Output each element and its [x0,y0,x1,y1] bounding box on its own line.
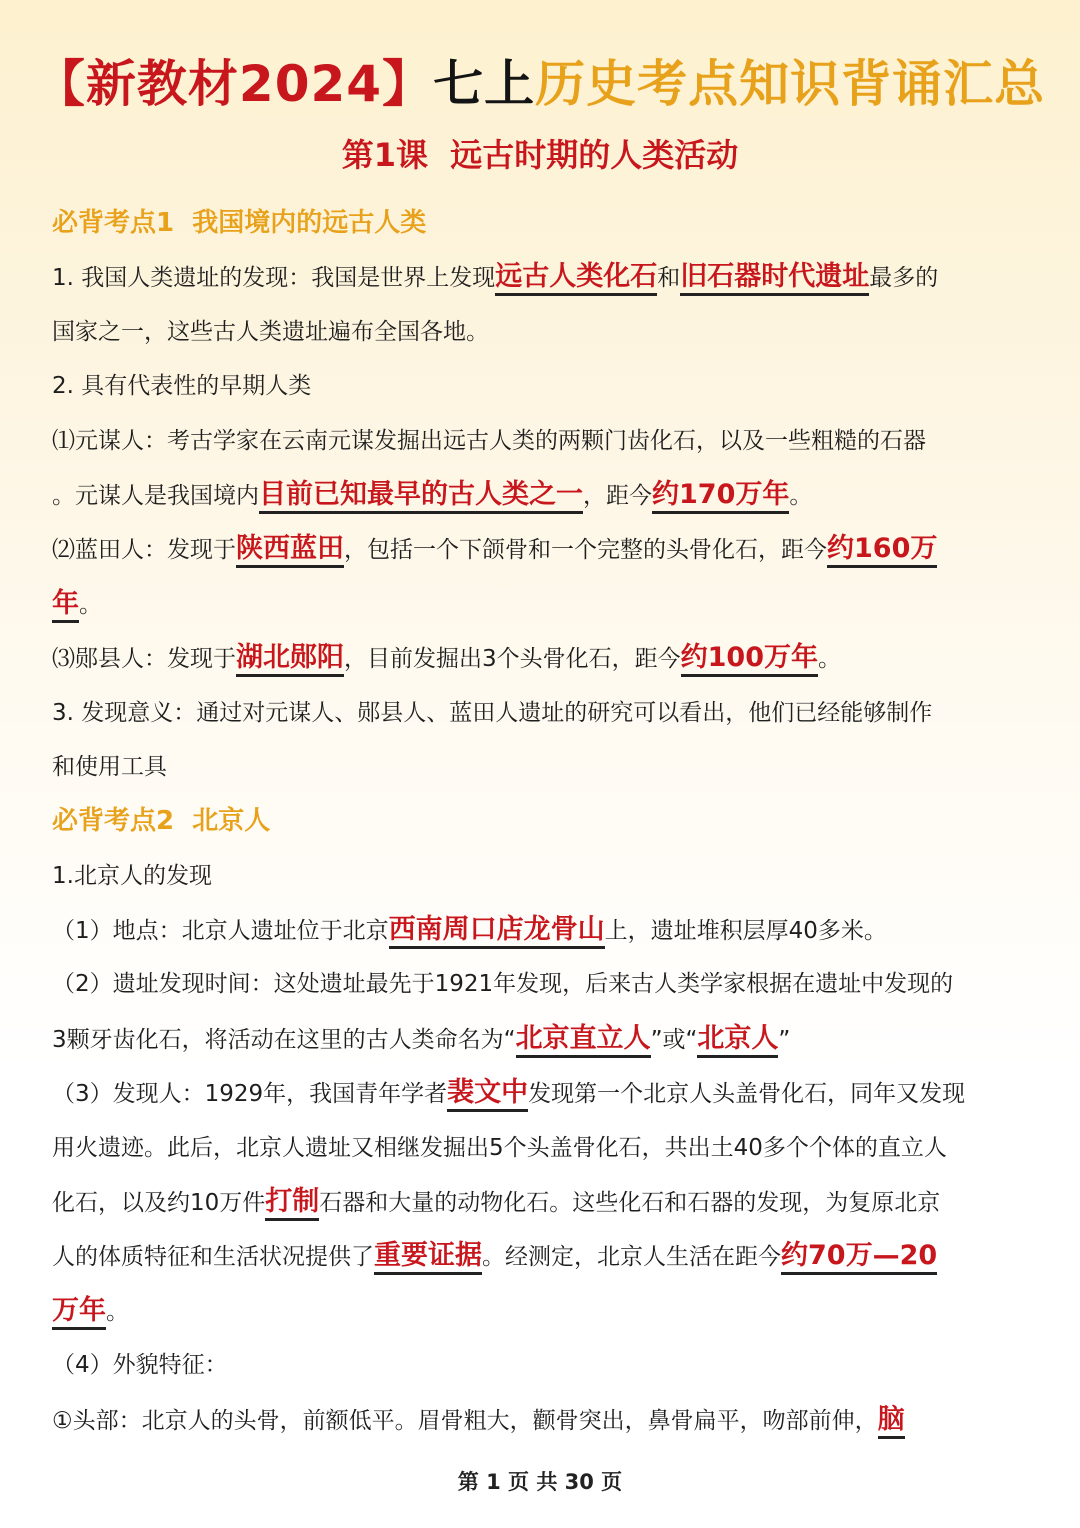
paragraph-line [52,250,1032,304]
paragraph-line: 3. 发现意义：通过对元谋人、郧县人、蓝田人遗址的研究可以看出，他们已经能够制作 [52,699,933,726]
text: ” [778,1026,791,1053]
key-term: 约100万年 [681,642,818,677]
page-number: 第 1 页 共 30 页 [457,1470,623,1494]
key-term: 万年 [52,1295,106,1330]
paragraph-line: 和使用工具 [52,753,167,780]
text: ，包括一个下颌骨和一个完整的头骨化石，距今 [344,537,827,564]
text: ”或“ [650,1026,698,1053]
page-title [0,44,1080,116]
text: 。 [789,482,813,509]
text: ⑵蓝田人：发现于 [52,537,236,564]
paragraph-line: （2）遗址发现时间：这处遗址最先于1921年发现，后来古人类学家根据在遗址中发现的 [52,971,954,998]
key-term: 旧石器时代遗址 [680,261,869,296]
paragraph-line [52,1175,1032,1229]
text: 。经测定，北京人生活在距今 [482,1244,781,1271]
paragraph-line: （4）外貌特征： [52,1352,228,1379]
text: 。 [818,646,842,673]
text: 化石，以及约10万件 [52,1190,266,1217]
section-heading-2: 必背考点2 北京人 [52,806,271,837]
key-term: 湖北郧阳 [236,642,344,677]
key-term: 年 [52,588,79,623]
key-term: 北京人 [697,1023,778,1058]
paragraph-line [52,1284,1032,1338]
key-term: 西南周口店龙骨山 [389,914,605,949]
paragraph-line [52,1066,1032,1120]
key-term: 远古人类化石 [495,261,657,296]
text: 。 [79,591,102,618]
text: ，距今 [583,482,652,509]
title-tag: 【新教材2024】 [34,55,434,113]
paragraph-line: ⑴元谋人：考古学家在云南元谋发掘出远古人类的两颗门齿化石，以及一些粗糙的石器 [52,427,926,454]
text: 石器和大量的动物化石。这些化石和石器的发现，为复原北京 [319,1190,941,1217]
key-term: 约160万 [827,533,937,568]
paragraph-line [52,522,1032,576]
key-term: 重要证据 [374,1240,482,1275]
title-grade: 七上 [433,55,536,113]
text: （3）发现人：1929年，我国青年学者 [52,1081,448,1108]
paragraph-line [52,1393,1032,1447]
text: 3颗牙齿化石，将活动在这里的古人类命名为“ [52,1026,516,1053]
paragraph-line [52,903,1032,957]
text: 最多的 [869,265,939,292]
text: （1）地点：北京人遗址位于北京 [52,918,389,945]
key-term: 脑 [878,1404,905,1439]
text: ，目前发掘出3个头骨化石，距今 [344,646,681,673]
paragraph-line [52,1012,1032,1066]
key-term: 约70万—20 [781,1240,937,1275]
paragraph-line: 2. 具有代表性的早期人类 [52,373,312,400]
title-topic: 历史考点知识背诵汇总 [535,55,1046,113]
text: 1. 我国人类遗址的发现：我国是世界上发现 [52,265,496,292]
paragraph-line [52,468,1032,522]
text: 。元谋人是我国境内 [52,482,259,509]
document-body [52,196,1032,1447]
text: 上，遗址堆积层厚40多米。 [604,918,887,945]
paragraph-line [52,577,1032,631]
key-term: 裴文中 [447,1077,528,1112]
text: ①头部：北京人的头骨，前额低平。眉骨粗大，颧骨突出，鼻骨扁平，吻部前伸， [52,1407,878,1434]
key-term: 陕西蓝田 [236,533,344,568]
key-term: 北京直立人 [516,1023,651,1058]
paragraph-line: 国家之一，这些古人类遗址遍布全国各地。 [52,318,489,345]
text: 。 [106,1298,129,1325]
key-term: 约170万年 [652,479,789,514]
key-term: 目前已知最早的古人类之一 [259,479,583,514]
text: 人的体质特征和生活状况提供了 [52,1244,374,1271]
paragraph-line [52,631,1032,685]
key-term: 打制 [265,1186,319,1221]
paragraph-line [52,1229,1032,1283]
lesson-title: 第1课 远古时期的人类活动 [341,136,739,174]
paragraph-line: 用火遗迹。此后，北京人遗址又相继发掘出5个头盖骨化石，共出土40多个个体的直立人 [52,1134,947,1161]
text: ⑶郧县人：发现于 [52,646,236,673]
paragraph-line: 1.北京人的发现 [52,862,212,889]
text: 发现第一个北京人头盖骨化石，同年又发现 [528,1081,966,1108]
section-heading-1: 必背考点1 我国境内的远古人类 [52,208,427,238]
text: 和 [657,265,681,292]
